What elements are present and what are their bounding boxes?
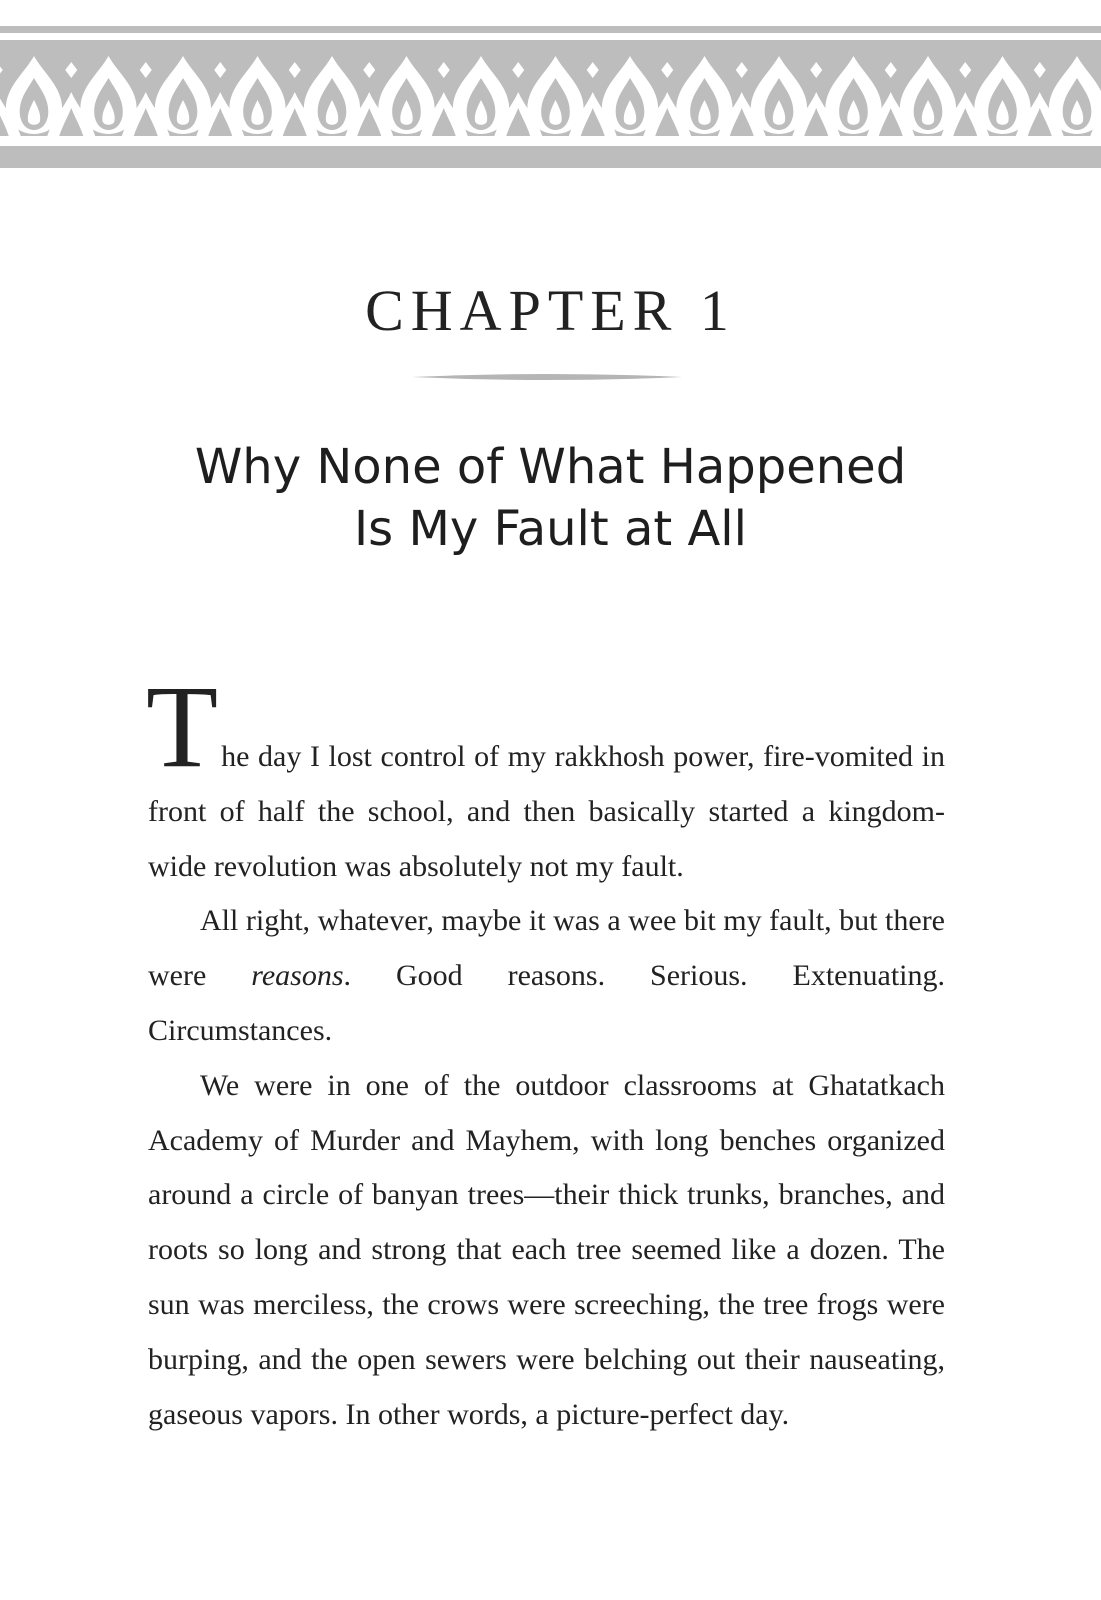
chapter-title (0, 436, 1101, 560)
flame-pattern-icon (0, 26, 1101, 171)
chapter-title-line-2: Is My Fault at All (354, 501, 747, 557)
chapter-body (146, 661, 945, 1442)
chapter-divider (412, 372, 682, 382)
ornamental-border (0, 26, 1101, 171)
paragraph-2-text-b: . Good reasons. Serious. Extenuating. Circumstances. (148, 959, 945, 1047)
drop-cap: T (146, 661, 219, 792)
paragraph-2-text-a: All right, whatever, maybe it was a wee bit my fault, but there were (148, 904, 945, 993)
chapter-number: CHAPTER 1 (365, 278, 736, 343)
paragraph-1-text: he day I lost control of my rakkhosh power, fire-vomited in front of half the school, and then basically started a kingdom-wide revolution was absolutely not my fault. (148, 740, 945, 883)
emphasis-reasons: reasons (251, 959, 344, 993)
chapter-title-line-1: Why None of What Happened (194, 439, 907, 495)
paragraph-1 (146, 661, 945, 894)
paragraph-2 (148, 894, 945, 1058)
paragraph-3: We were in one of the outdoor classrooms at Ghatatkach Academy of Murder and Mayhem, with long benches organized around a circle of banyan trees—their thick trunks, branches, and roots so long and strong that each tree seemed like a dozen. The sun was merciless, the crows were screeching, the tree frogs were burping, and the open sewers were belching out their nauseating, gaseous vapors. In other words, a picture-perfect day. (148, 1068, 945, 1431)
